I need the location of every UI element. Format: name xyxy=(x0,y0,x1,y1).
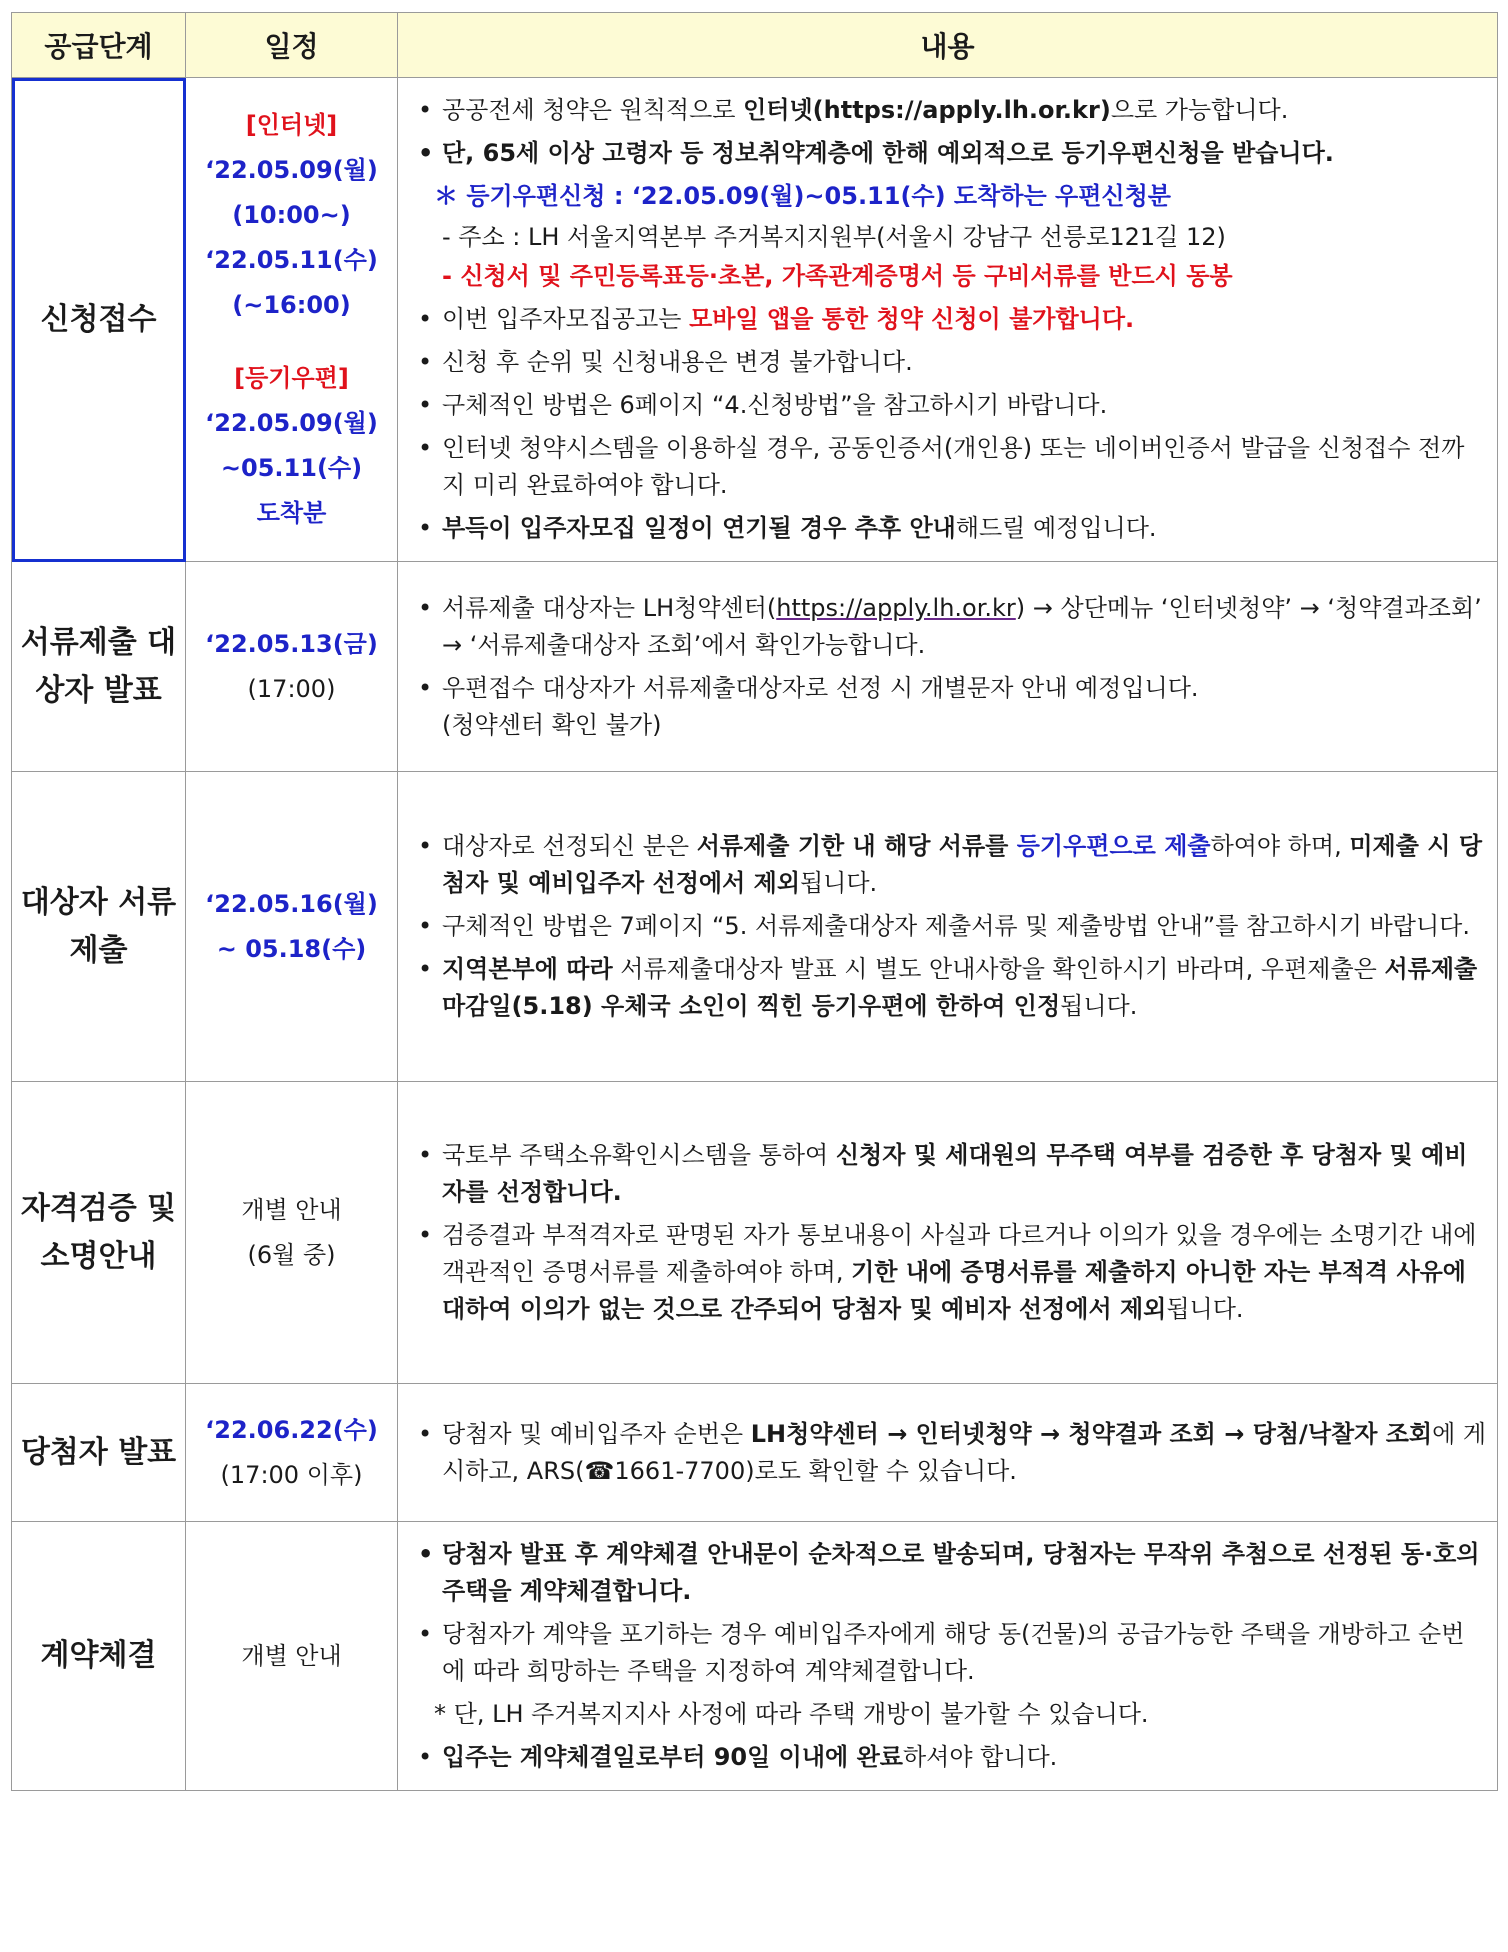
list-item: • 당첨자가 계약을 포기하는 경우 예비입주자에게 해당 동(건물)의 공급가능한 주택을 개방하고 순번에 따라 희망하는 주택을 지정하여 계약체결합니다. xyxy=(418,1620,1465,1685)
list-item: • 입주는 계약체결일로부터 90일 이내에 완료하셔야 합니다. xyxy=(418,1743,1058,1771)
mail-documents: - 신청서 및 주민등록표등·초본, 가족관계증명서 등 구비서류를 반드시 동봉 xyxy=(442,262,1233,290)
date-internet-label: [인터넷] xyxy=(245,111,338,139)
row-winner-announcement xyxy=(12,1384,1498,1522)
list-item: • 당첨자 발표 후 계약체결 안내문이 순차적으로 발송되며, 당첨자는 무작위 추첨으로 선정된 동·호의 주택을 계약체결합니다. xyxy=(418,1540,1480,1605)
list-item: • 단, 65세 이상 고령자 등 정보취약계층에 한해 예외적으로 등기우편신청을 받습니다. xyxy=(418,139,1334,167)
stage-cell: 당첨자 발표 xyxy=(12,1384,186,1522)
mail-note: ＊ 등기우편신청 : ‘22.05.09(월)~05.11(수) 도착하는 우편신청분 xyxy=(434,182,1171,210)
stage-cell: 대상자 서류제출 xyxy=(12,772,186,1082)
row-eligibility-verification xyxy=(12,1082,1498,1384)
date-internet-start-time: (10:00~) xyxy=(232,201,351,229)
content-cell xyxy=(398,1082,1498,1384)
list-item: • 서류제출 대상자는 LH청약센터(https://apply.lh.or.kr) → 상단메뉴 ‘인터넷청약’ → ‘청약결과조회’ → ‘서류제출대상자 조회’에서 확인가능합니다. xyxy=(418,593,1482,659)
row-contract xyxy=(12,1522,1498,1791)
list-item: • 인터넷 청약시스템을 이용하실 경우, 공동인증서(개인용) 또는 네이버인증서 발급을 신청접수 전까지 미리 완료하여야 합니다. xyxy=(418,434,1465,499)
schedule-table xyxy=(11,12,1498,1791)
row-doc-target-announcement xyxy=(12,562,1498,772)
date-time: (17:00 이후) xyxy=(220,1460,363,1489)
date-cell xyxy=(186,1522,398,1791)
list-item: • 대상자로 선정되신 분은 서류제출 기한 내 해당 서류를 등기우편으로 제출하여야 하며, 미제출 시 당첨자 및 예비입주자 선정에서 제외됩니다. xyxy=(418,832,1483,897)
list-item: • 우편접수 대상자가 서류제출대상자로 선정 시 개별문자 안내 예정입니다. (청약센터 확인 불가) xyxy=(418,673,1199,739)
date-line1: 개별 안내 xyxy=(241,1641,342,1670)
list-item: • 신청 후 순위 및 신청내용은 변경 불가합니다. xyxy=(418,348,913,376)
date-line2: (6월 중) xyxy=(247,1240,336,1269)
date-mail-label: [등기우편] xyxy=(234,364,349,392)
row-application xyxy=(12,78,1498,562)
list-item: • 이번 입주자모집공고는 모바일 앱을 통한 청약 신청이 불가합니다. xyxy=(418,305,1135,333)
list-item: • 구체적인 방법은 7페이지 “5. 서류제출대상자 제출서류 및 제출방법 안내”를 참고하시기 바랍니다. xyxy=(418,912,1470,940)
date-end: ~ 05.18(수) xyxy=(216,934,367,963)
content-cell xyxy=(398,772,1498,1082)
row-doc-submission xyxy=(12,772,1498,1082)
stage-cell: 신청접수 xyxy=(12,78,186,562)
list-item: • 지역본부에 따라 서류제출대상자 발표 시 별도 안내사항을 확인하시기 바라며, 우편제출은 서류제출 마감일(5.18) 우체국 소인이 찍힌 등기우편에 한하여 인정됩니다. xyxy=(418,955,1478,1020)
date-cell xyxy=(186,562,398,772)
content-cell xyxy=(398,1522,1498,1791)
date-internet-start: ‘22.05.09(월) xyxy=(205,156,378,184)
stage-cell: 서류제출 대상자 발표 xyxy=(12,562,186,772)
list-item: • 공공전세 청약은 원칙적으로 인터넷(https://apply.lh.or.kr)으로 가능합니다. xyxy=(418,96,1289,124)
date-cell xyxy=(186,1082,398,1384)
content-cell xyxy=(398,78,1498,562)
date-cell xyxy=(186,78,398,562)
list-item: • 구체적인 방법은 6페이지 “4.신청방법”을 참고하시기 바랍니다. xyxy=(418,391,1108,419)
date-mail-start: ‘22.05.09(월) xyxy=(205,409,378,437)
list-item: • 국토부 주택소유확인시스템을 통하여 신청자 및 세대원의 무주택 여부를 검증한 후 당첨자 및 예비자를 선정합니다. xyxy=(418,1141,1468,1206)
header-row xyxy=(12,13,1498,78)
date-cell xyxy=(186,772,398,1082)
date-mail-end: ~05.11(수) xyxy=(220,454,363,482)
header-schedule: 일정 xyxy=(186,13,398,78)
date-day: ‘22.06.22(수) xyxy=(205,1415,378,1444)
date-internet-end: ‘22.05.11(수) xyxy=(205,246,378,274)
header-stage: 공급단계 xyxy=(12,13,186,78)
content-cell xyxy=(398,562,1498,772)
mail-address: - 주소 : LH 서울지역본부 주거복지지원부(서울시 강남구 선릉로121길 12) xyxy=(442,223,1226,251)
date-mail-note: 도착분 xyxy=(256,499,327,527)
list-item: • 부득이 입주자모집 일정이 연기될 경우 추후 안내해드릴 예정입니다. xyxy=(418,514,1157,542)
date-time: (17:00) xyxy=(247,674,336,703)
list-item: • 당첨자 및 예비입주자 순번은 LH청약센터 → 인터넷청약 → 청약결과 조회 → 당첨/낙찰자 조회에 게시하고, ARS(☎1661-7700)로도 확인할 수 있습니다. xyxy=(418,1419,1487,1485)
date-start: ‘22.05.16(월) xyxy=(205,889,378,918)
date-day: ‘22.05.13(금) xyxy=(205,629,378,658)
header-content: 내용 xyxy=(398,13,1498,78)
stage-cell: 자격검증 및 소명안내 xyxy=(12,1082,186,1384)
content-cell xyxy=(398,1384,1498,1522)
list-item: • 검증결과 부적격자로 판명된 자가 통보내용이 사실과 다르거나 이의가 있을 경우에는 소명기간 내에 객관적인 증명서류를 제출하여야 하며, 기한 내에 증명서류를 제출하지 아니한 자는 부적격 사유에 대하여 이의가 없는 것으로 간주되어 당첨자 및 예비자 선정에서 제외됩니다. xyxy=(418,1221,1477,1323)
date-cell xyxy=(186,1384,398,1522)
date-internet-end-time: (~16:00) xyxy=(232,291,351,319)
lh-link[interactable]: https://apply.lh.or.kr xyxy=(776,593,1016,622)
contract-note: * 단, LH 주거복지지사 사정에 따라 주택 개방이 불가할 수 있습니다. xyxy=(434,1700,1149,1728)
date-line1: 개별 안내 xyxy=(241,1195,342,1224)
stage-cell: 계약체결 xyxy=(12,1522,186,1791)
